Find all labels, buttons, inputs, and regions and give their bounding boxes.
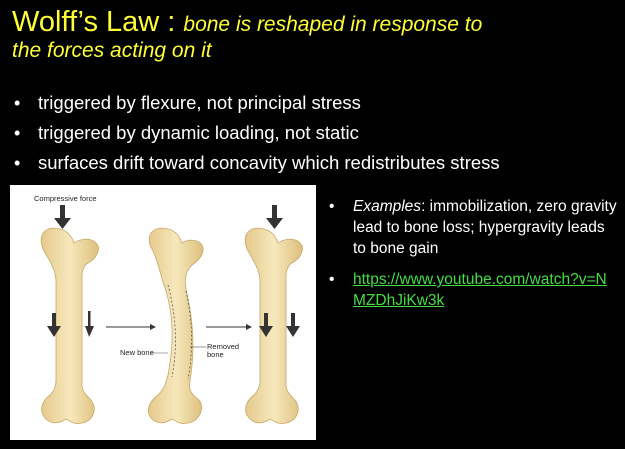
bullet-dot-icon: • [329, 198, 335, 215]
bullet-dot-icon: • [14, 93, 21, 113]
bone-remodeling-figure [10, 185, 316, 440]
bullet-item [14, 148, 614, 178]
slide-title [12, 6, 617, 63]
bullet-item [14, 88, 614, 118]
removed-bone-label-line2: bone [207, 350, 224, 359]
femur-bent-icon [148, 228, 203, 423]
new-bone-label: New bone [120, 348, 154, 357]
bullet-item [14, 118, 614, 148]
youtube-link[interactable]: https://www.youtube.com/watch?v=NMZDhJiKw3k [353, 271, 607, 309]
bullet-dot-icon: • [14, 153, 21, 173]
removed-bone-label [207, 343, 239, 359]
bullet-text: triggered by flexure, not principal stress [38, 92, 361, 113]
bullet-dot-icon: • [14, 123, 21, 143]
bullet-text: surfaces drift toward concavity which redistributes stress [38, 152, 500, 173]
compressive-arrow-icon [54, 205, 71, 229]
process-arrow-icon [206, 324, 252, 330]
compressive-arrow-icon [266, 205, 283, 229]
bone-illustration [10, 185, 316, 440]
title-subtitle-part2: the forces acting on it [12, 39, 212, 63]
compressive-force-label: Compressive force [34, 194, 97, 203]
examples-label: Examples [353, 198, 422, 215]
examples-bullet [327, 196, 617, 259]
process-arrow-icon [106, 324, 156, 330]
main-bullet-list [14, 88, 614, 178]
side-bullet-list [327, 196, 617, 321]
link-bullet [327, 269, 617, 311]
title-subtitle-part1: bone is reshaped in response to [183, 13, 483, 36]
title-main: Wolff’s Law : [12, 6, 184, 38]
examples-text: : immobilization, zero gravity lead to bone loss; hypergravity leads to bone gain [353, 198, 617, 257]
bullet-text: triggered by dynamic loading, not static [38, 122, 359, 143]
removed-bone-label-line1: Removed [207, 342, 240, 351]
bullet-dot-icon: • [329, 271, 335, 288]
